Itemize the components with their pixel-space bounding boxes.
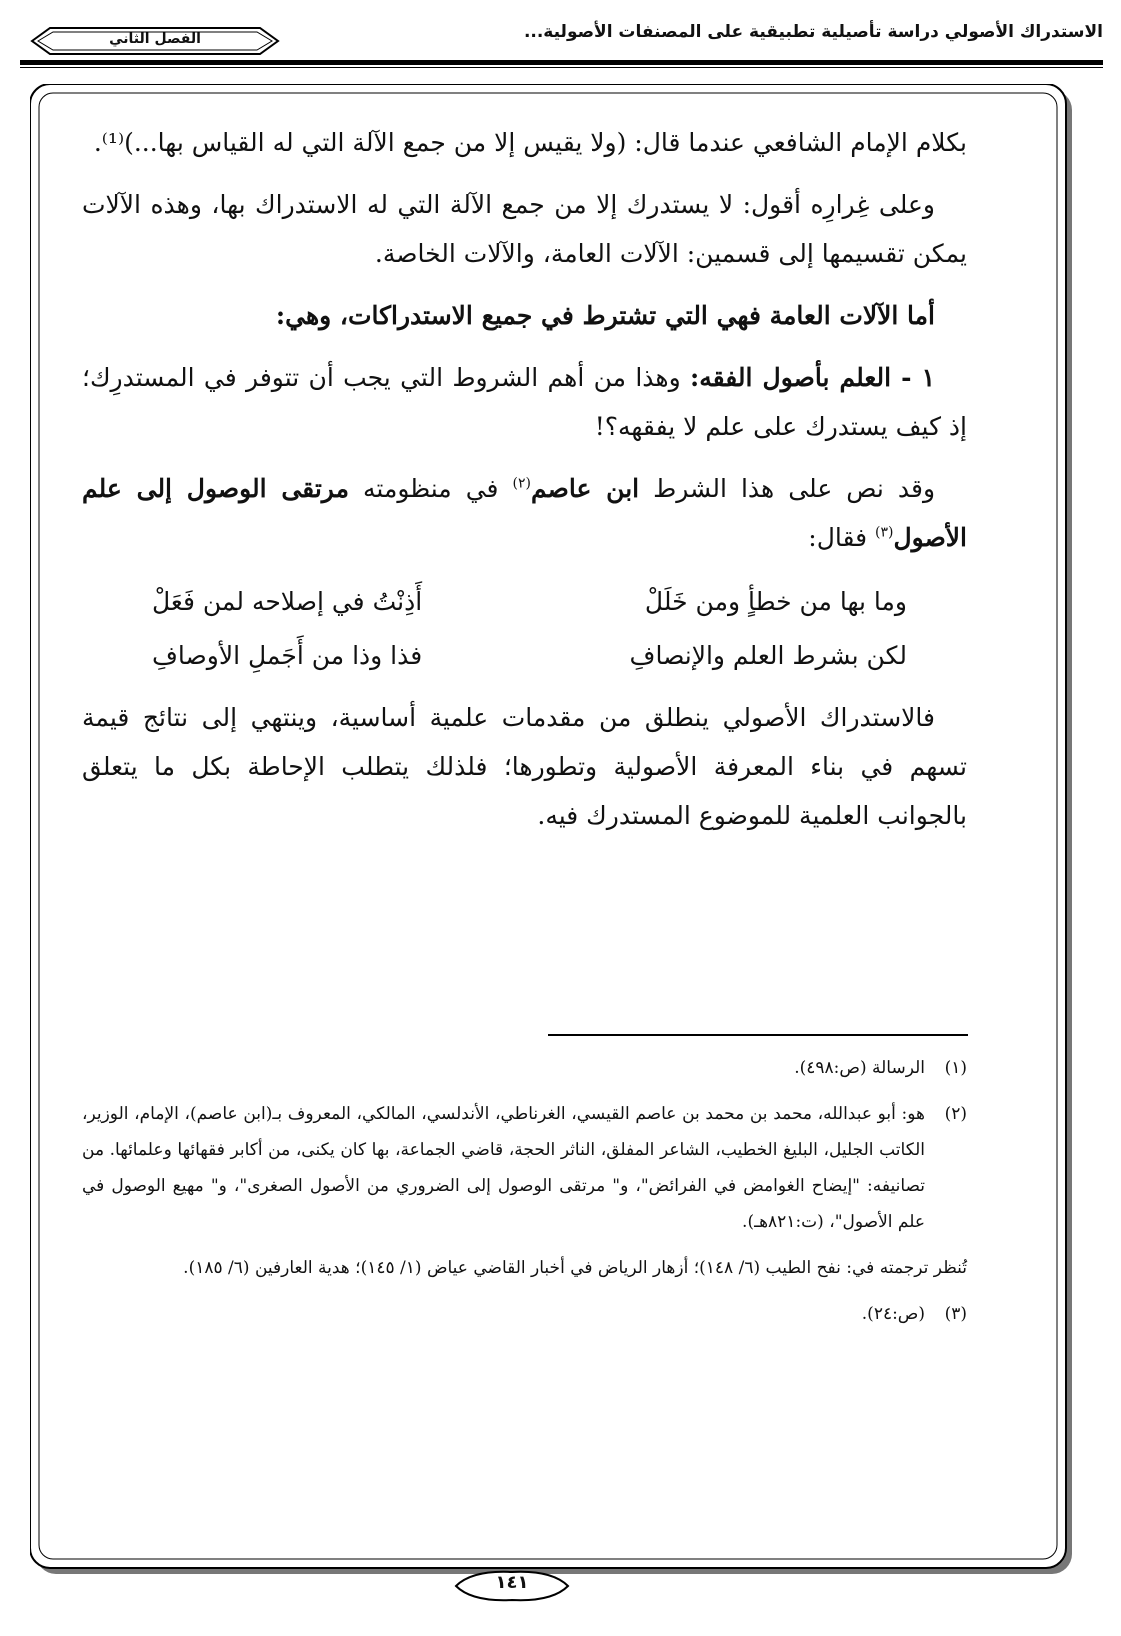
paragraph-5-text-b: في منظومته [348,474,513,503]
footnote-ref-3: (٣) [875,524,894,541]
chapter-tag [30,24,280,58]
paragraph-5-text-c: فقال: [808,523,876,552]
verse-2-hemistich-a: لكن بشرط العلم والإنصافِ [629,641,907,670]
chapter-label: الفصل الثاني [109,31,201,47]
ibn-asim-name: ابن عاصم [531,474,640,503]
footnote-ref-2: (٢) [512,475,531,492]
page-number: ١٤١ [495,1572,529,1593]
verse-1-hemistich-a: وما بها من خطأٍ ومن خَلَلْ [644,587,907,616]
paragraph-4 [82,353,967,451]
paragraph-4-rest: وهذا من أهم الشروط التي يجب أن تتوفر في المستدرِك؛ إذ كيف يستدرك على علم لا يفقهه؟! [82,363,967,441]
page-number-badge [452,1568,572,1604]
footnote-2 [82,1096,967,1240]
main-text [82,118,967,853]
paragraph-5-text-a: وقد نص على هذا الشرط [639,474,936,503]
verse-1-hemistich-b: أَذِنْتُ في إصلاحه لمن فَعَلْ [152,587,423,616]
paragraph-1: بكلام الإمام الشافعي عندما قال: (ولا يقيس إلا من جمع الآلة التي له القياس بها...)⁽¹⁾. [93,128,967,157]
verse-2-hemistich-b: فذا وذا من أَجَملِ الأوصافِ [152,641,423,670]
book-title: مرتقى الوصول إلى علم الأصول [82,474,967,552]
verse-line-1 [82,575,967,629]
footnote-text: الرسالة (ص:٤٩٨). [794,1058,925,1078]
paragraph-6: فالاستدراك الأصولي ينطلق من مقدمات علمية أساسية، وينتهي إلى نتائج قيمة تسهم في بناء المعرفة الأصولية وتطورها؛ فلذلك يتطلب الإحاطة بكل ما يتعلق بالجوانب العلمية للموضوع المستدرك فيه. [82,703,967,830]
footnote-number: (١) [944,1058,967,1078]
footnote-number: (٢) [944,1104,967,1124]
footnote-1 [82,1050,967,1086]
footnote-text: (ص:٢٤). [861,1304,925,1324]
paragraph-2: وعلى غِرارِه أقول: لا يستدرك إلا من جمع الآلة التي له الاستدراك بها، وهذه الآلات يمكن تقسيمها إلى قسمين: الآلات العامة، والآلات الخاصة. [82,190,967,268]
paragraph-4-lead: ١ - العلم بأصول الفقه: [689,363,935,392]
footnotes [82,1050,967,1342]
footnote-2-continuation: تُنظر ترجمته في: نفح الطيب (٦/ ١٤٨)؛ أزهار الرياض في أخبار القاضي عياض (١/ ١٤٥)؛ هدية العارفين (٦/ ١٨٥). [183,1258,967,1278]
footnote-number: (٣) [944,1304,967,1324]
paragraph-5 [82,464,967,562]
footnote-separator [548,1034,968,1036]
footnote-text: هو: أبو عبدالله، محمد بن محمد بن عاصم القيسي، الغرناطي، الأندلسي، المالكي، المعروف بـ(ابن عاصم)، الإمام، الوزير، الكاتب الجليل، البليغ الخطيب، الشاعر المفلق، الناثر الحجة، قاضي الجماعة، بها كان يكنى، من أكابر فقهائها وعلمائها. من تصانيفه: "إيضاح الغوامض في الفرائض"، و" مرتقى الوصول إلى الضروري من الأصول الصغرى"، و" مهيع الوصول في علم الأصول"، (ت:٨٢١هـ). [82,1104,925,1232]
verse-line-2 [82,629,967,683]
running-header-title: الاستدراك الأصولي دراسة تأصيلية تطبيقية على المصنفات الأصولية... [523,22,1103,42]
header-rule-thin [20,67,1103,68]
paragraph-3-heading: أما الآلات العامة فهي التي تشترط في جميع الاستدراكات، وهي: [275,301,935,330]
footnote-3 [82,1296,967,1332]
header-rule-thick [20,60,1103,65]
